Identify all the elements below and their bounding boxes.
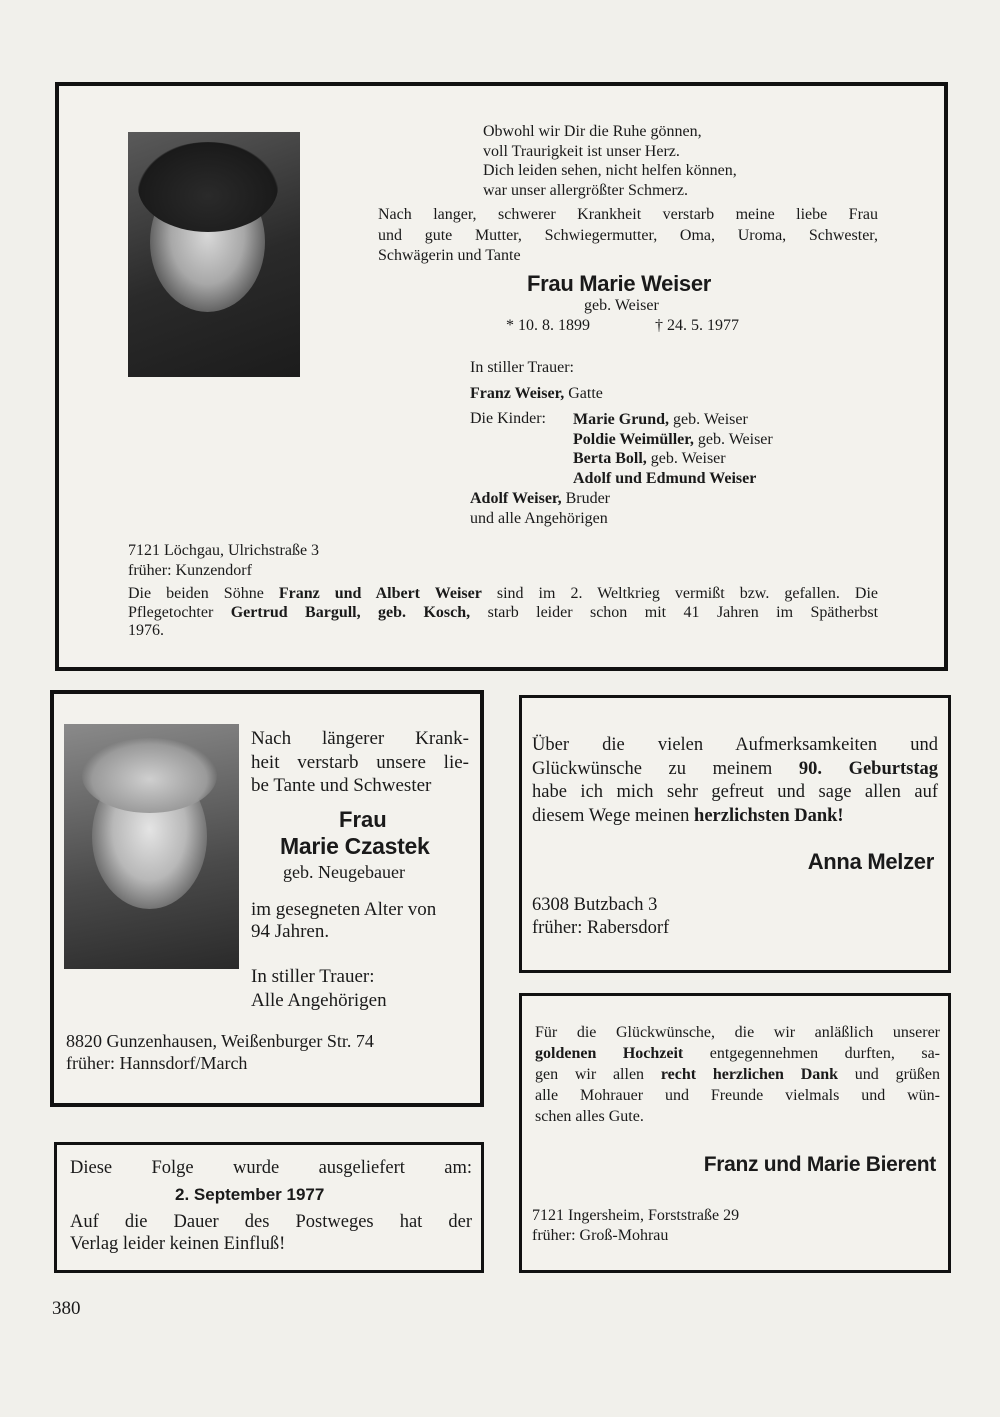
former-home: früher: Groß-Mohrau [532, 1227, 669, 1244]
spouse [470, 385, 603, 403]
address: 7121 Ingersheim, Forststraße 29 [532, 1207, 740, 1224]
address: 6308 Butzbach 3 [532, 895, 658, 915]
thanks-line: schen alles Gute. [535, 1108, 644, 1125]
obituary-marie-czastek [50, 690, 484, 1107]
signature-name: Franz und Marie Bierent [703, 1153, 936, 1176]
child-entry: Berta Boll, geb. Weiser [573, 450, 726, 468]
thanks-line: habe ich mich sehr gefreut und sage allen auf [532, 782, 938, 802]
address: 8820 Gunzenhausen, Weißenburger Str. 74 [66, 1031, 374, 1051]
intro-line: und gute Mutter, Schwiegermutter, Oma, Uroma, Schwester, [378, 226, 878, 244]
deceased-name: Frau Marie Weiser [527, 271, 712, 296]
thanks-line: Glückwünsche zu meinem 90. Geburtstag [532, 758, 938, 779]
former-home: früher: Rabersdorf [532, 918, 670, 938]
thanks-line: gen wir allen recht herzlichen Dank und grüßen [535, 1066, 941, 1083]
thanks-line: alle Mohrauer und Freunde vielmals und wün- [535, 1087, 940, 1104]
thanks-line: Für die Glückwünsche, die wir anläßlich unserer [535, 1024, 940, 1041]
delivery-date: 2. September 1977 [175, 1185, 325, 1204]
child-entry: Marie Grund, geb. Weiser [573, 411, 748, 428]
intro-line: be Tante und Schwester [251, 775, 432, 796]
thanks-line: goldenen Hochzeit entgegennehmen durften, sa- [535, 1045, 940, 1062]
intro-line: Nach längerer Krank- [251, 728, 469, 749]
former-home: früher: Hannsdorf/March [66, 1053, 248, 1073]
thanks-line: diesem Wege meinen herzlichsten Dank! [532, 805, 844, 826]
mourning-label: In stiller Trauer: [470, 359, 574, 376]
age-line: 94 Jahren. [251, 921, 330, 942]
spouse-role: Gatte [564, 385, 603, 402]
poem-line: war unser allergrößter Schmerz. [483, 181, 688, 199]
intro-line: Nach langer, schwerer Krankheit verstarb meine liebe Frau [378, 206, 878, 223]
thanks-line: Über die vielen Aufmerksamkeiten und [532, 735, 938, 755]
page-number: 380 [52, 1298, 81, 1319]
portrait-photo-marie-czastek [64, 724, 239, 969]
age-line: im gesegneten Alter von [251, 899, 437, 920]
mourning-label: In stiller Trauer: [251, 966, 375, 987]
footnote: Die beiden Söhne Franz und Albert Weiser sind im 2. Weltkrieg vermißt bzw. gefallen. Die Pflegetochter Gertrud Bargull, geb. Kosch, starb leider schon mit 41 Jahren im Spätherbst 1976. [128, 585, 879, 639]
signature-name: Anna Melzer [807, 849, 934, 874]
relatives: Alle Angehörigen [251, 990, 387, 1011]
delivery-note [54, 1142, 484, 1273]
intro-line: heit verstarb unsere lie- [251, 751, 469, 773]
relatives: und alle Angehörigen [470, 510, 608, 527]
address: 7121 Löchgau, Ulrichstraße 3 [128, 542, 320, 559]
poem-line: Obwohl wir Dir die Ruhe gönnen, [483, 123, 702, 140]
delivery-text: Verlag leider keinen Einfluß! [70, 1234, 286, 1254]
thanks-anna-melzer [519, 695, 951, 973]
children-label: Die Kinder: [470, 410, 546, 427]
portrait-photo-marie-weiser [128, 132, 300, 377]
death-date: † 24. 5. 1977 [655, 317, 739, 334]
poem-line: voll Traurigkeit ist unser Herz. [483, 142, 680, 160]
intro-line: Schwägerin und Tante [378, 247, 521, 264]
birth-date: * 10. 8. 1899 [506, 317, 590, 334]
maiden-name: geb. Weiser [584, 297, 659, 314]
thanks-bierent [519, 993, 951, 1273]
child-entry: Adolf und Edmund Weiser [573, 470, 757, 488]
maiden-name: geb. Neugebauer [283, 862, 405, 882]
obituary-marie-weiser [55, 82, 948, 671]
spouse-name: Franz Weiser, [470, 385, 565, 402]
delivery-text: Diese Folge wurde ausgeliefert am: [70, 1158, 472, 1178]
brother: Adolf Weiser, Bruder [470, 490, 610, 507]
deceased-title: Frau [339, 807, 387, 832]
child-entry: Poldie Weimüller, geb. Weiser [573, 430, 773, 448]
delivery-text: Auf die Dauer des Postweges hat der [70, 1212, 472, 1232]
poem-line: Dich leiden sehen, nicht helfen können, [483, 162, 737, 179]
deceased-name: Marie Czastek [280, 833, 430, 859]
former-home: früher: Kunzendorf [128, 562, 252, 579]
